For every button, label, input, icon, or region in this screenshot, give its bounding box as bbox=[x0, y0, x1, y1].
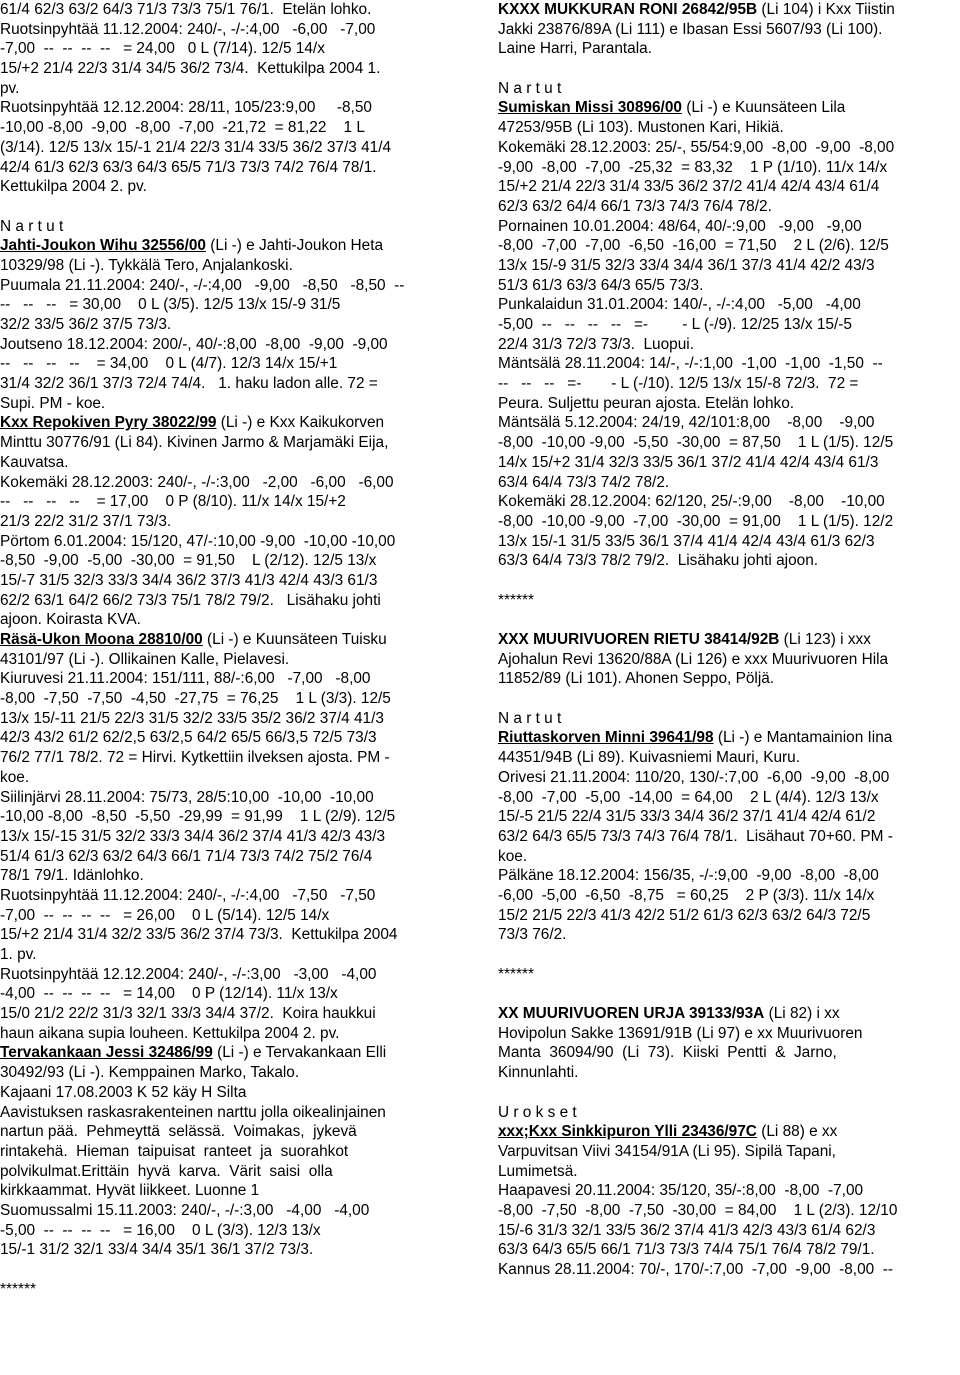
paragraph-gap bbox=[498, 945, 960, 965]
text-line: koe. bbox=[498, 847, 528, 865]
text-line bbox=[498, 630, 960, 650]
text-line: Suomussalmi 15.11.2003: 240/-, -/-:3,00 -4,00 -4,00 bbox=[0, 1201, 370, 1219]
text-line: Puumala 21.11.2004: 240/-, -/-:4,00 -9,00 -8,50 -8,50 -- bbox=[0, 276, 405, 294]
text-line: -7,00 -- -- -- -- = 24,00 0 L (7/14). 12/5 14/x bbox=[0, 40, 325, 58]
dog-name-heading: XXX MUURIVUOREN RIETU 38414/92B bbox=[498, 631, 780, 648]
text-line: 15/-6 31/3 32/1 33/5 36/2 37/4 41/3 42/3 43/3 61/4 62/3 bbox=[498, 1221, 876, 1239]
text-line bbox=[498, 1122, 960, 1142]
text-line: 76/2 77/1 78/2. 72 = Hirvi. Kytkettiin ilveksen ajosta. PM - bbox=[0, 749, 390, 767]
dog-pedigree-text: (Li 123) i xxx bbox=[779, 631, 871, 648]
text-line: -10,00 -8,00 -9,00 -8,00 -7,00 -21,72 = 81,22 1 L bbox=[0, 119, 365, 137]
text-line: Mäntsälä 5.12.2004: 24/19, 42/101:8,00 -8,00 -9,00 bbox=[498, 414, 875, 432]
text-line: 13/x 15/-1 31/5 33/5 36/1 37/4 41/4 42/4 43/4 61/3 62/3 bbox=[498, 532, 875, 550]
text-line: 11852/89 (Li 101). Ahonen Seppo, Pöljä. bbox=[498, 670, 775, 688]
text-line: -10,00 -8,00 -8,50 -5,50 -29,99 = 91,99 1 L (2/9). 12/5 bbox=[0, 808, 396, 826]
text-line: 78/1 79/1. Idänlohko. bbox=[0, 867, 144, 885]
text-line: 63/2 64/3 65/5 73/3 74/3 76/4 78/1. Lisähaut 70+60. PM - bbox=[498, 827, 893, 845]
text-line: 14/x 15/+2 31/4 32/3 33/5 36/1 37/2 41/4 42/4 43/4 61/3 bbox=[498, 453, 879, 471]
text-line: -8,00 -10,00 -9,00 -5,50 -30,00 = 87,50 1 L (1/5). 12/5 bbox=[498, 434, 894, 452]
dog-pedigree-text: (Li 88) e xx bbox=[756, 1123, 838, 1141]
dog-name-heading: Sumiskan Missi 30896/00 bbox=[498, 99, 682, 117]
text-line: N a r t u t bbox=[0, 217, 64, 235]
text-line: 62/2 63/1 64/2 66/2 73/3 75/1 78/2 79/2. Lisähaku johti bbox=[0, 591, 381, 609]
text-line: 22/4 31/3 72/3 73/3. Luopui. bbox=[498, 335, 694, 353]
text-line bbox=[0, 413, 462, 433]
text-line: Kokemäki 28.12.2004: 62/120, 25/-:9,00 -8,00 -10,00 bbox=[498, 493, 885, 511]
text-line: -5,00 -- -- -- -- = 16,00 0 L (3/3). 12/3 13/x bbox=[0, 1221, 321, 1239]
right-column bbox=[498, 0, 960, 1280]
text-line: 13/x 15/-11 21/5 22/3 31/5 32/2 33/5 35/2 36/2 37/4 41/3 bbox=[0, 709, 384, 727]
text-line: -- -- -- =- - L (-/10). 12/5 13/x 15/-8 72/3. 72 = bbox=[498, 375, 859, 393]
text-line: -9,00 -8,00 -7,00 -25,32 = 83,32 1 P (1/10). 11/x 14/x bbox=[498, 158, 888, 176]
text-line: N a r t u t bbox=[498, 79, 562, 97]
text-line: Pälkäne 18.12.2004: 156/35, -/-:9,00 -9,00 -8,00 -8,00 bbox=[498, 867, 879, 885]
text-line: -8,00 -7,00 -7,00 -6,50 -16,00 = 71,50 2 L (2/6). 12/5 bbox=[498, 237, 889, 255]
text-line: 30492/93 (Li -). Kemppainen Marko, Takalo. bbox=[0, 1064, 300, 1082]
text-line bbox=[498, 98, 960, 118]
paragraph-gap bbox=[0, 197, 462, 217]
paragraph-gap bbox=[498, 984, 960, 1004]
text-line: -- -- -- -- = 34,00 0 L (4/7). 12/3 14/x 15/+1 bbox=[0, 355, 338, 373]
text-line: Ruotsinpyhtää 11.12.2004: 240/-, -/-:4,00 -6,00 -7,00 bbox=[0, 20, 376, 38]
text-line: 15/-1 31/2 32/1 33/4 34/4 35/1 36/1 37/2 73/3. bbox=[0, 1241, 314, 1259]
text-line: 15/0 21/2 22/2 31/3 32/1 33/3 34/4 37/2. Koira haukkui bbox=[0, 1005, 376, 1023]
text-line: Ruotsinpyhtää 12.12.2004: 28/11, 105/23:9,00 -8,50 bbox=[0, 99, 372, 117]
text-line: Kinnunlahti. bbox=[498, 1064, 579, 1082]
text-line bbox=[0, 236, 462, 256]
text-line: 15/+2 21/4 31/4 32/2 33/5 36/2 37/4 73/3. Kettukilpa 2004 bbox=[0, 926, 398, 944]
paragraph-gap bbox=[498, 689, 960, 709]
text-line: Minttu 30776/91 (Li 84). Kivinen Jarmo & Marjamäki Eija, bbox=[0, 434, 389, 452]
paragraph-gap bbox=[498, 1083, 960, 1103]
text-line: nartun pää. Pehmeyttä selässä. Voimakas, jykevä bbox=[0, 1123, 357, 1141]
text-line: -8,50 -9,00 -5,00 -30,00 = 91,50 L (2/12). 12/5 13/x bbox=[0, 552, 377, 570]
text-line: Laine Harri, Parantala. bbox=[498, 40, 652, 58]
text-line: 1. pv. bbox=[0, 946, 37, 963]
text-line: 31/4 32/2 36/1 37/3 72/4 74/4. 1. haku ladon alle. 72 = bbox=[0, 375, 378, 393]
text-line: -5,00 -- -- -- -- =- - L (-/9). 12/25 13/x 15/-5 bbox=[498, 316, 852, 333]
text-line: -7,00 -- -- -- -- = 26,00 0 L (5/14). 12/5 14/x bbox=[0, 906, 330, 924]
text-line: 63/4 64/4 73/3 74/2 78/2. bbox=[498, 473, 670, 491]
text-line: (3/14). 12/5 13/x 15/-1 21/4 22/3 31/4 33/5 36/2 37/3 41/4 bbox=[0, 138, 392, 156]
text-line: 61/4 62/3 63/2 64/3 71/3 73/3 75/1 76/1. Etelän lohko. bbox=[0, 1, 372, 18]
text-line: Kokemäki 28.12.2003: 240/-, -/-:3,00 -2,00 -6,00 -6,00 bbox=[0, 473, 394, 491]
text-line: koe. bbox=[0, 768, 30, 786]
text-line: Mäntsälä 28.11.2004: 14/-, -/-:1,00 -1,00 -1,00 -1,50 -- bbox=[498, 355, 883, 373]
text-line: 47253/95B (Li 103). Mustonen Kari, Hikiä. bbox=[498, 119, 784, 137]
dog-pedigree-text: (Li -) e Kxx Kaikukorven bbox=[216, 414, 385, 432]
text-line: ****** bbox=[498, 591, 534, 609]
paragraph-gap bbox=[498, 571, 960, 591]
text-line: -8,00 -7,50 -7,50 -4,50 -27,75 = 76,25 1 L (3/3). 12/5 bbox=[0, 690, 391, 708]
text-line: Kauvatsa. bbox=[0, 453, 69, 471]
text-line: Kokemäki 28.12.2003: 25/-, 55/54:9,00 -8,00 -9,00 -8,00 bbox=[498, 138, 895, 156]
text-line: pv. bbox=[0, 79, 20, 97]
text-line: 43101/97 (Li -). Ollikainen Kalle, Pielavesi. bbox=[0, 650, 290, 668]
text-line: -6,00 -5,00 -6,50 -8,75 = 60,25 2 P (3/3). 11/x 14/x bbox=[498, 886, 875, 904]
text-line: Varpuvitsan Viivi 34154/91A (Li 95). Sipilä Tapani, bbox=[498, 1142, 836, 1160]
text-line: Joutseno 18.12.2004: 200/-, 40/-:8,00 -8,00 -9,00 -9,00 bbox=[0, 335, 388, 353]
text-line: ****** bbox=[498, 965, 534, 983]
text-line: Haapavesi 20.11.2004: 35/120, 35/-:8,00 -8,00 -7,00 bbox=[498, 1182, 864, 1200]
text-line: 15/2 21/5 22/3 41/3 42/2 51/2 61/3 62/3 63/2 64/3 72/5 bbox=[498, 906, 871, 924]
text-line: U r o k s e t bbox=[498, 1103, 577, 1121]
text-line: rintakehä. Hieman taipuisat ranteet ja suorahkot bbox=[0, 1142, 349, 1160]
text-line: Ruotsinpyhtää 11.12.2004: 240/-, -/-:4,00 -7,50 -7,50 bbox=[0, 886, 376, 904]
dog-pedigree-text: (Li -) e Kuunsäteen Tuisku bbox=[202, 631, 387, 648]
left-column bbox=[0, 0, 462, 1299]
text-line: 63/3 64/4 73/3 78/2 79/2. Lisähaku johti ajoon. bbox=[498, 552, 819, 570]
text-line bbox=[498, 1004, 960, 1024]
dog-name-heading: XX MUURIVUOREN URJA 39133/93A bbox=[498, 1005, 765, 1023]
text-line: 13/x 15/-15 31/5 32/2 33/3 34/4 36/2 37/4 41/3 42/3 43/3 bbox=[0, 827, 386, 845]
text-line: 44351/94B (Li 89). Kuivasniemi Mauri, Kuru. bbox=[498, 749, 800, 767]
text-line: 15/+2 21/4 22/3 31/4 33/5 36/2 37/2 41/4 42/4 43/4 61/4 bbox=[498, 178, 880, 196]
text-line: Siilinjärvi 28.11.2004: 75/73, 28/5:10,00 -10,00 -10,00 bbox=[0, 788, 374, 806]
text-line: 63/3 64/3 65/5 66/1 71/3 73/3 74/4 75/1 76/4 78/2 79/1. bbox=[498, 1241, 875, 1259]
text-line: Kettukilpa 2004 2. pv. bbox=[0, 178, 147, 196]
paragraph-gap bbox=[498, 610, 960, 630]
text-line: 42/4 61/3 62/3 63/3 64/3 65/5 71/3 73/3 74/2 76/4 78/1. bbox=[0, 158, 377, 176]
text-line: N a r t u t bbox=[498, 709, 562, 727]
text-line: Aavistuksen raskasrakenteinen narttu jolla oikealinjainen bbox=[0, 1103, 386, 1121]
dog-pedigree-text: (Li -) e Jahti-Joukon Heta bbox=[206, 237, 384, 255]
text-line: 15/-7 31/5 32/3 33/3 34/4 36/2 37/3 41/3 42/4 43/3 61/3 bbox=[0, 571, 378, 589]
text-line: 13/x 15/-9 31/5 32/3 33/4 34/4 36/1 37/3 41/4 42/2 43/3 bbox=[498, 256, 875, 274]
text-line: -8,00 -7,50 -8,00 -7,50 -30,00 = 84,00 1 L (2/3). 12/10 bbox=[498, 1201, 898, 1219]
text-line: 10329/98 (Li -). Tykkälä Tero, Anjalankoski. bbox=[0, 256, 293, 274]
text-line: 51/4 61/3 62/3 63/2 64/3 66/1 71/4 73/3 74/2 75/2 76/4 bbox=[0, 847, 373, 865]
text-line: haun aikana supia louheen. Kettukilpa 2004 2. pv. bbox=[0, 1024, 340, 1042]
dog-name-heading: Tervakankaan Jessi 32486/99 bbox=[0, 1044, 213, 1062]
text-line bbox=[0, 1043, 462, 1063]
dog-name-heading: KXXX MUKKURAN RONI 26842/95B bbox=[498, 1, 758, 18]
text-line: -8,00 -10,00 -9,00 -7,00 -30,00 = 91,00 1 L (1/5). 12/2 bbox=[498, 512, 894, 530]
text-line: -- -- -- = 30,00 0 L (3/5). 12/5 13/x 15/-9 31/5 bbox=[0, 296, 341, 314]
text-line: Punkalaidun 31.01.2004: 140/-, -/-:4,00 -5,00 -4,00 bbox=[498, 296, 861, 314]
dog-name-heading: Jahti-Joukon Wihu 32556/00 bbox=[0, 237, 206, 255]
dog-name-heading: Räsä-Ukon Moona 28810/00 bbox=[0, 631, 203, 648]
text-line: Jakki 23876/89A (Li 111) e Ibasan Essi 5607/93 (Li 100). bbox=[498, 20, 883, 38]
text-line: kirkkaammat. Hyvät liikkeet. Luonne 1 bbox=[0, 1182, 260, 1200]
dog-pedigree-text: (Li 82) i xx bbox=[764, 1005, 840, 1023]
text-line: -- -- -- -- = 17,00 0 P (8/10). 11/x 14/x 15/+2 bbox=[0, 493, 346, 511]
text-line: Pörtom 6.01.2004: 15/120, 47/-:10,00 -9,00 -10,00 -10,00 bbox=[0, 532, 396, 550]
text-line: Hovipolun Sakke 13691/91B (Li 97) e xx Muurivuoren bbox=[498, 1024, 863, 1042]
text-line: Ruotsinpyhtää 12.12.2004: 240/-, -/-:3,00 -3,00 -4,00 bbox=[0, 965, 377, 983]
text-line: Peura. Suljettu peuran ajosta. Etelän lohko. bbox=[498, 394, 795, 412]
text-line: 15/+2 21/4 22/3 31/4 34/5 36/2 73/4. Kettukilpa 2004 1. bbox=[0, 60, 381, 78]
text-line: 73/3 76/2. bbox=[498, 926, 567, 944]
text-line: Kiuruvesi 21.11.2004: 151/111, 88/-:6,00 -7,00 -8,00 bbox=[0, 670, 371, 688]
text-line: ****** bbox=[0, 1280, 36, 1298]
text-line: 51/3 61/3 63/3 64/3 65/5 73/3. bbox=[498, 276, 704, 294]
text-line bbox=[498, 728, 960, 748]
text-line bbox=[0, 630, 462, 650]
text-line: Kannus 28.11.2004: 70/-, 170/-:7,00 -7,00 -9,00 -8,00 -- bbox=[498, 1261, 893, 1278]
dog-name-heading: xxx;Kxx Sinkkipuron Ylli 23436/97C bbox=[498, 1123, 757, 1141]
dog-name-heading: Riuttaskorven Minni 39641/98 bbox=[498, 729, 714, 747]
text-line: Kajaani 17.08.2003 K 52 käy H Silta bbox=[0, 1083, 247, 1101]
text-line: 42/3 43/2 61/2 62/2,5 63/2,5 64/2 65/5 66/3,5 72/5 73/3 bbox=[0, 729, 377, 747]
text-line: 32/2 33/5 36/2 37/5 73/3. bbox=[0, 316, 172, 333]
dog-name-heading: Kxx Repokiven Pyry 38022/99 bbox=[0, 414, 217, 432]
text-line: -4,00 -- -- -- -- = 14,00 0 P (12/14). 11/x 13/x bbox=[0, 985, 338, 1003]
text-line: 15/-5 21/5 22/4 31/5 33/3 34/4 36/2 37/1 41/4 42/4 61/2 bbox=[498, 808, 876, 826]
dog-pedigree-text: (Li -) e Mantamainion Iina bbox=[713, 729, 893, 747]
dog-pedigree-text: (Li 104) i Kxx Tiistin bbox=[757, 1, 895, 18]
paragraph-gap bbox=[0, 1260, 462, 1280]
text-line: polvikulmat.Erittäin hyvä karva. Värit saisi olla bbox=[0, 1162, 333, 1180]
text-line: Pornainen 10.01.2004: 48/64, 40/-:9,00 -9,00 -9,00 bbox=[498, 217, 862, 235]
text-line: Supi. PM - koe. bbox=[0, 394, 106, 412]
dog-pedigree-text: (Li -) e Kuunsäteen Lila bbox=[681, 99, 846, 117]
text-line: 62/3 63/2 64/4 66/1 73/3 74/3 76/4 78/2. bbox=[498, 197, 772, 215]
paragraph-gap bbox=[498, 59, 960, 79]
text-line: Lumimetsä. bbox=[498, 1162, 578, 1180]
dog-pedigree-text: (Li -) e Tervakankaan Elli bbox=[212, 1044, 387, 1062]
text-line bbox=[498, 0, 960, 20]
text-line: ajoon. Koirasta KVA. bbox=[0, 611, 141, 629]
text-line: Orivesi 21.11.2004: 110/20, 130/-:7,00 -6,00 -9,00 -8,00 bbox=[498, 768, 890, 786]
text-line: Manta 36094/90 (Li 73). Kiiski Pentti & Jarno, bbox=[498, 1044, 837, 1062]
text-line: 21/3 22/2 31/2 37/1 73/3. bbox=[0, 512, 172, 530]
text-line: Ajohalun Revi 13620/88A (Li 126) e xxx Muurivuoren Hila bbox=[498, 650, 889, 668]
text-line: -8,00 -7,00 -5,00 -14,00 = 64,00 2 L (4/4). 12/3 13/x bbox=[498, 788, 879, 806]
